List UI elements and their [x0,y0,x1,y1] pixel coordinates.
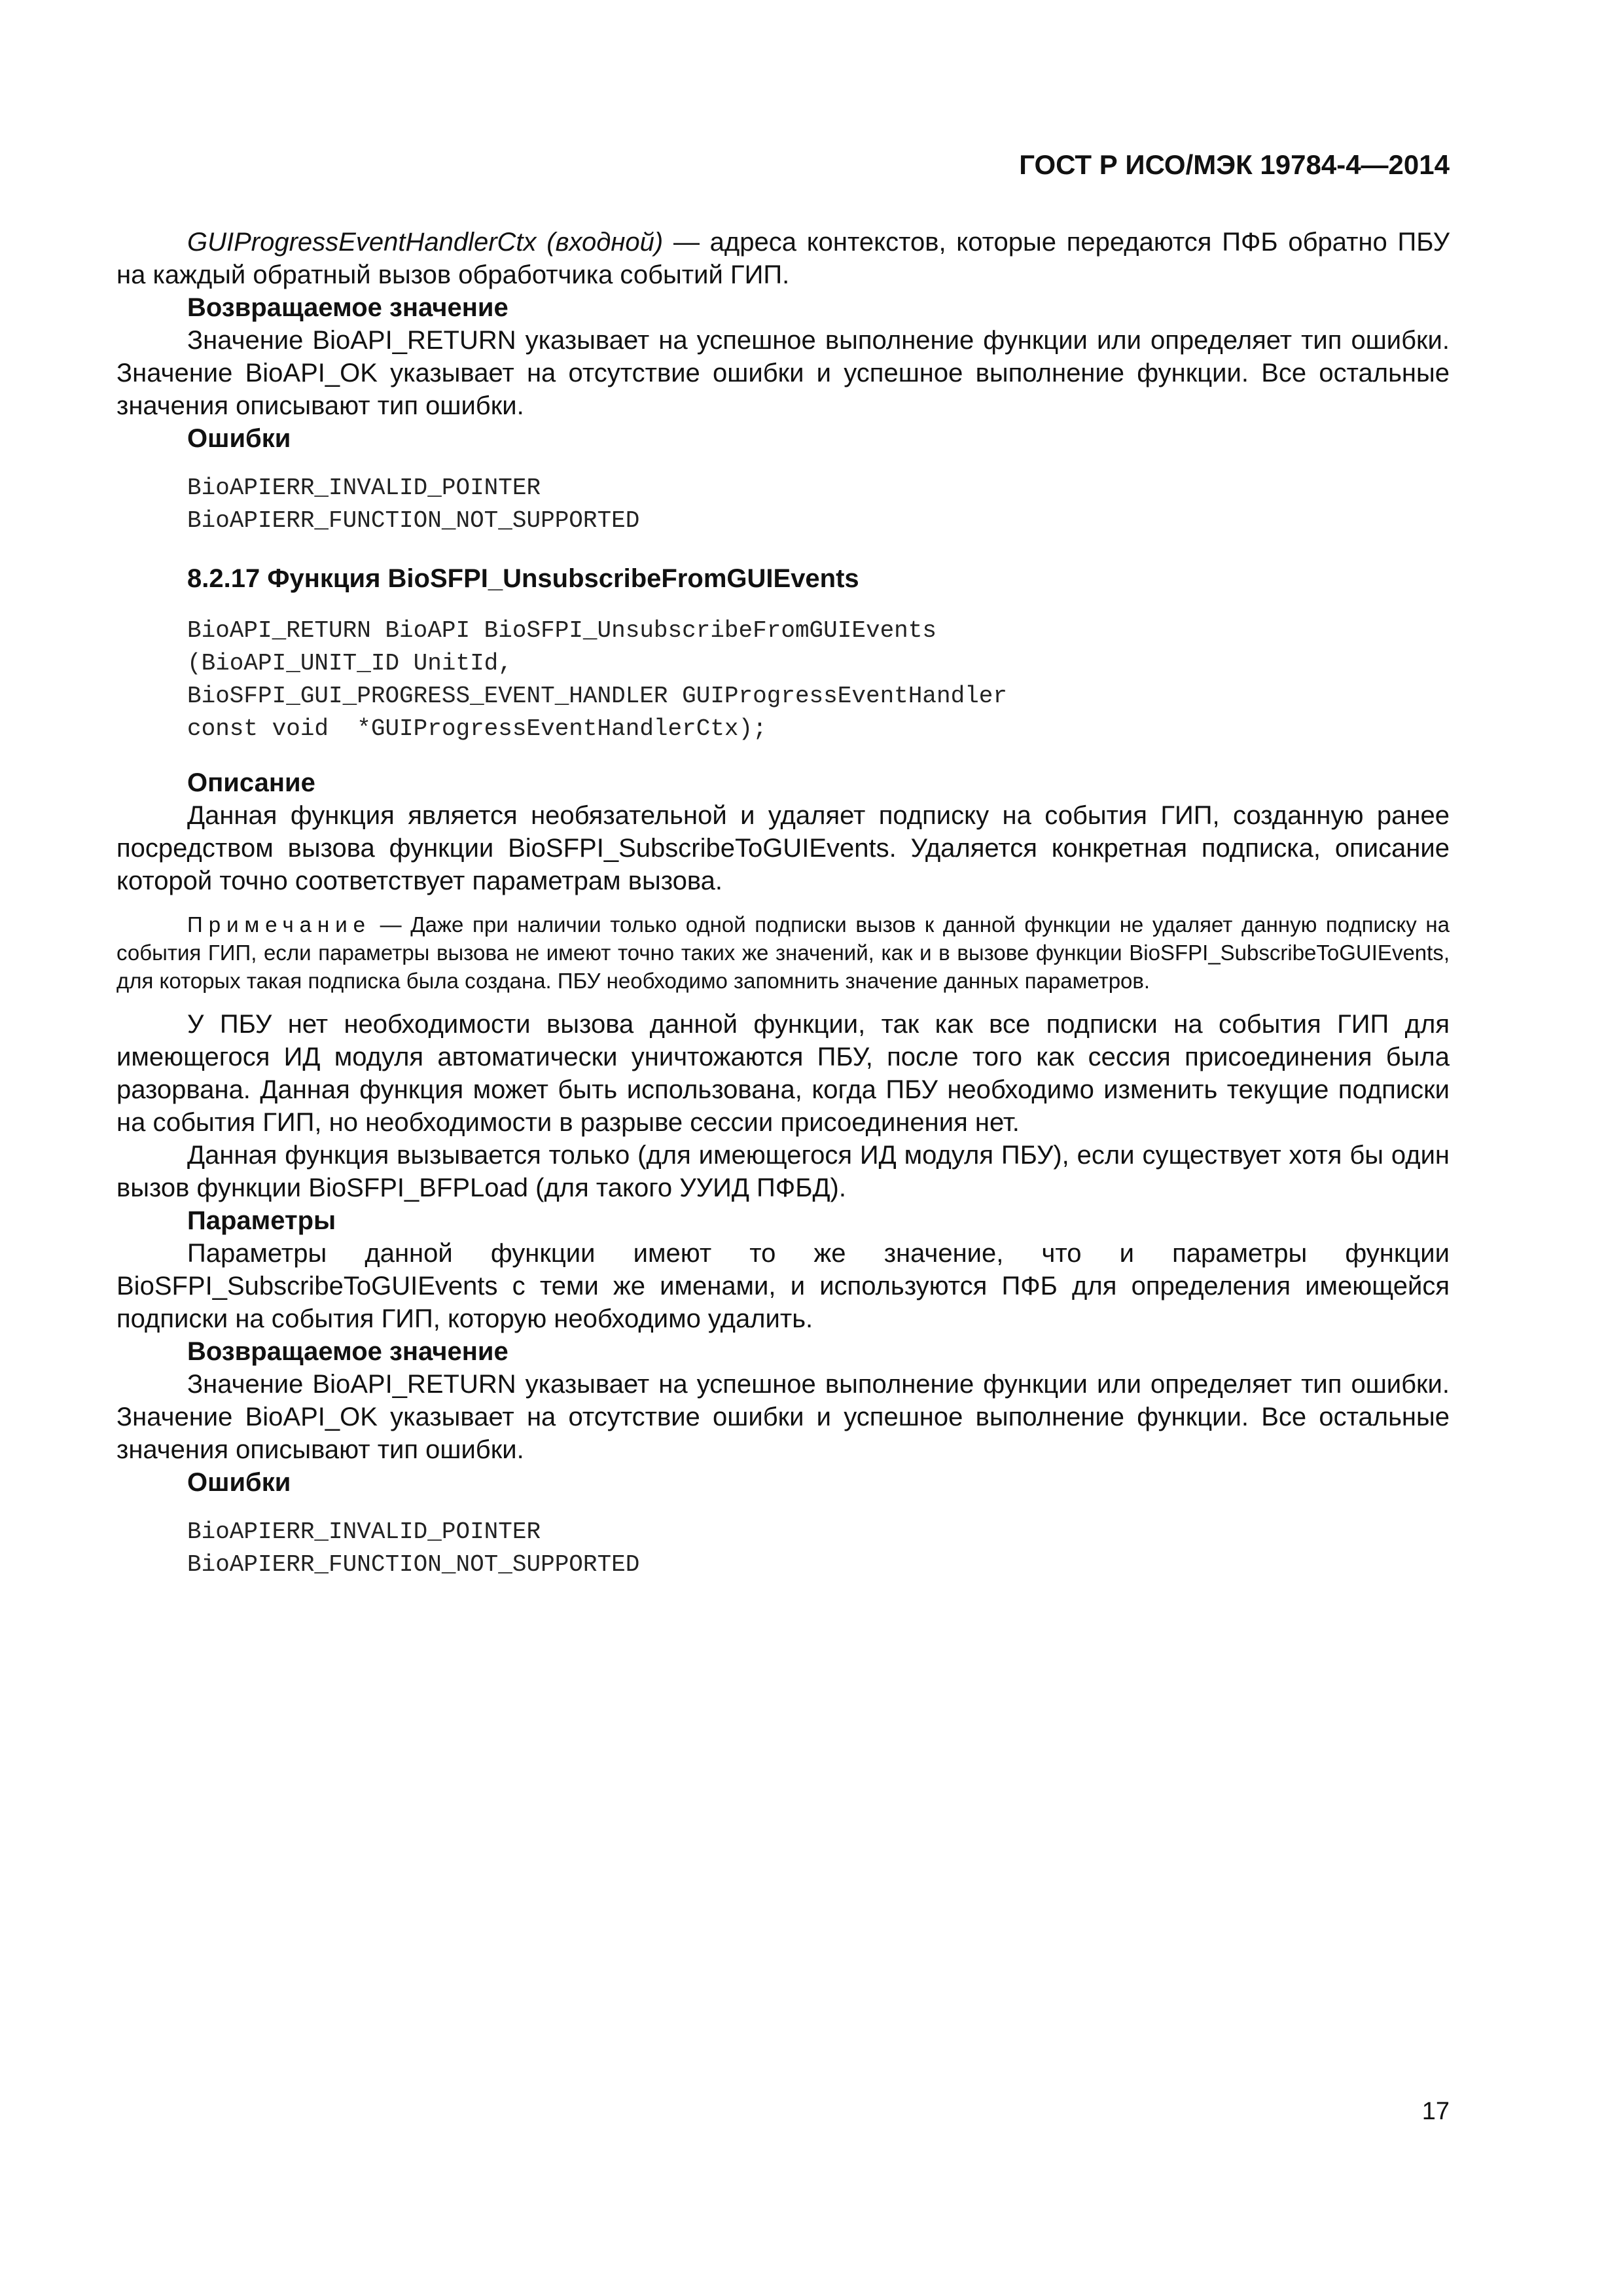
return-text: Значение BioAPI_RETURN указывает на успешное выполнение функции или определяет тип ошибки. Значение BioAPI_OK указывает на отсутствие ошибки и успешное выполнение функции. Все остальные значения описывают тип ошибки. [116,326,1450,420]
paragraph: У ПБУ нет необходимости вызова данной функции, так как все подписки на события ГИП для имеющегося ИД модуля автоматически уничтожаются ПБУ, после того как сессия присоединения была разорвана. Данная функция может быть использована, когда ПБУ необходимо изменить текущие подписки на события ГИП, но необходимости в разрыве сессии присоединения нет. [116,1010,1450,1137]
params-text: Параметры данной функции имеют то же значение, что и параметры функции BioSFPI_SubscribeToGUIEvents с теми же именами, и используются ПФБ для определения имеющейся подписки на события ГИП, которую необходимо удалить. [116,1239,1450,1333]
note-text: — Даже при наличии только одной подписки вызов к данной функции не удаляет данную подписку на события ГИП, если параметры вызова не имеют точно таких же значений, как и в вызове функции BioSFPI_SubscribeToGUIEvents, для которых такая подписка была создана. ПБУ необходимо запомнить значение данных параметров. [116,912,1450,993]
param-description [116,226,1450,291]
return-text: Значение BioAPI_RETURN указывает на успешное выполнение функции или определяет тип ошибки. Значение BioAPI_OK указывает на отсутствие ошибки и успешное выполнение функции. Все остальные значения описывают тип ошибки. [116,1370,1450,1464]
description-text: Данная функция является необязательной и удаляет подписку на события ГИП, созданную ранее посредством вызова функции BioSFPI_SubscribeToGUIEvents. Удаляется конкретная подписка, описание которой точно соответствует параметрам вызова. [116,801,1450,895]
code-line: (BioAPI_UNIT_ID UnitId, [187,650,512,677]
errors-heading: Ошибки [187,424,291,453]
return-heading: Возвращаемое значение [187,1337,508,1366]
document-header: ГОСТ Р ИСО/МЭК 19784-4—2014 [1019,149,1450,180]
page-content [116,226,1450,1581]
code-line: BioSFPI_GUI_PROGRESS_EVENT_HANDLER GUIProgressEventHandler [187,683,1008,709]
section-title: 8.2.17 Функция BioSFPI_UnsubscribeFromGUIEvents [187,564,859,593]
paragraph: Данная функция вызывается только (для имеющегося ИД модуля ПБУ), если существует хотя бы один вызов функции BioSFPI_BFPLoad (для такого УУИД ПФБД). [116,1141,1450,1202]
param-text: — адреса контекстов, которые передаются ПФБ обратно ПБУ на каждый обратный вызов обработчика событий ГИП. [116,228,1450,289]
error-code: BioAPIERR_INVALID_POINTER [187,1518,541,1545]
return-heading: Возвращаемое значение [187,293,508,322]
page-number: 17 [1421,2098,1450,2125]
note-label: Примечание [187,912,372,937]
description-heading: Описание [187,768,315,797]
code-block [116,615,1450,745]
code-line: const void *GUIProgressEventHandlerCtx); [187,715,767,742]
code-line: BioAPI_RETURN BioAPI BioSFPI_UnsubscribeFromGUIEvents [187,617,936,644]
note [116,910,1450,995]
error-code: BioAPIERR_FUNCTION_NOT_SUPPORTED [187,507,640,534]
error-code: BioAPIERR_FUNCTION_NOT_SUPPORTED [187,1551,640,1578]
errors-heading: Ошибки [187,1468,291,1497]
error-code: BioAPIERR_INVALID_POINTER [187,475,541,501]
params-heading: Параметры [187,1206,336,1235]
param-name: GUIProgressEventHandlerCtx (входной) [187,228,664,257]
